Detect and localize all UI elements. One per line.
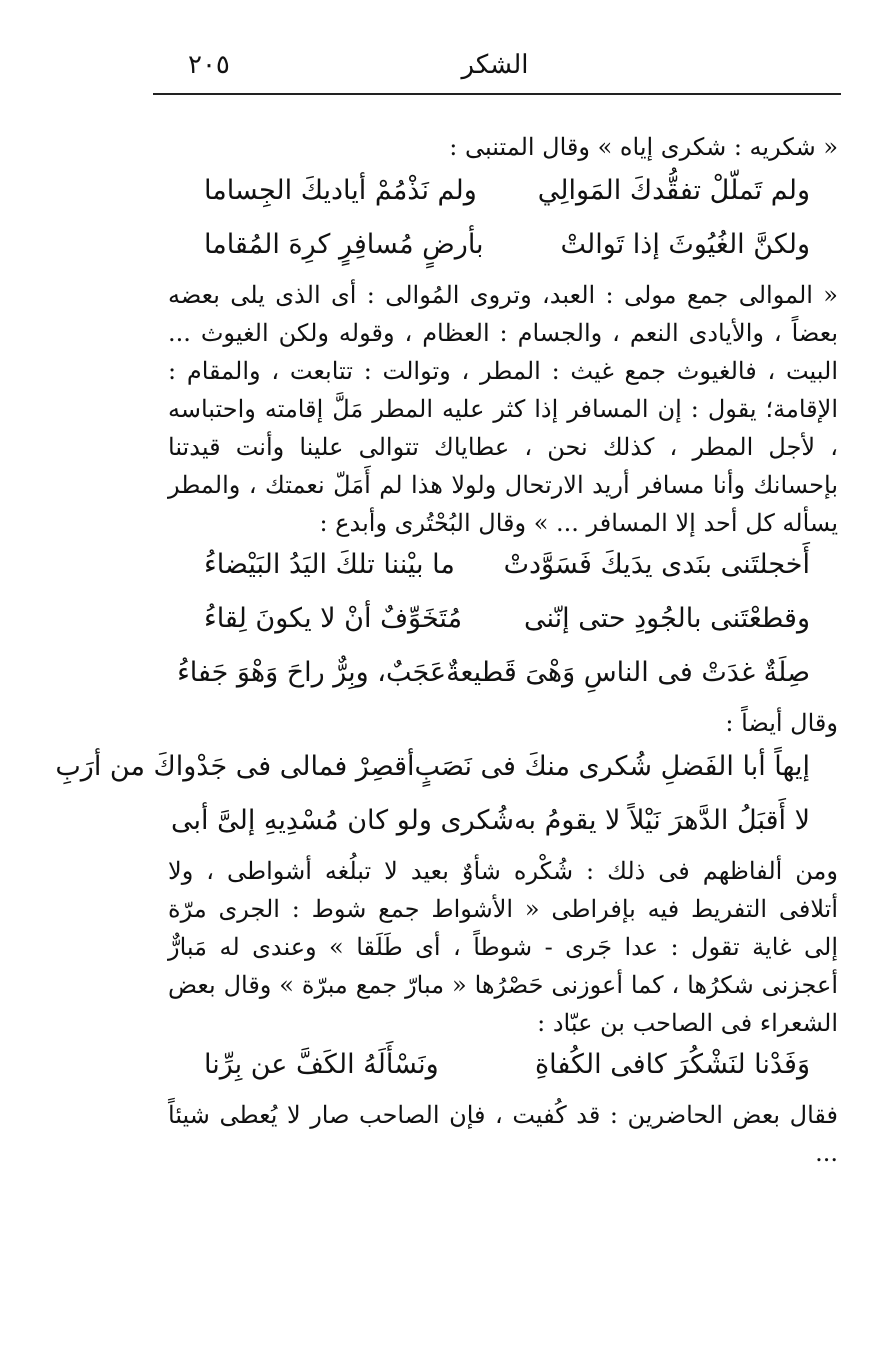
verse-first-hemistich: وقطعْتَنى بالجُودِ حتى إنّنى bbox=[523, 603, 810, 634]
verse-line bbox=[150, 542, 850, 596]
header-rule bbox=[153, 93, 841, 95]
verse-first-hemistich: لا أَقبَلُ الدَّهرَ نَيْلاً لا يقومُ به bbox=[514, 805, 810, 836]
verse-first-hemistich: ولم تَملّلْ تفقُّدكَ المَوالِي bbox=[537, 175, 810, 206]
verse-second-hemistich: ما بيْننا تلكَ اليَدُ البَيْضاءُ bbox=[204, 549, 455, 580]
verse-first-hemistich: إيهاً أبا الفَضلِ شُكرى منكَ فى نَصَبٍ bbox=[414, 751, 810, 782]
verse-second-hemistich: مُتَخَوِّفٌ أنْ لا يكونَ لِقاءُ bbox=[204, 603, 463, 634]
verse-first-hemistich: وَفَدْنا لنَشْكُرَ كافى الكُفاةِ bbox=[534, 1049, 810, 1080]
running-head bbox=[150, 48, 840, 88]
prose-intro: « شكريه : شكرى إياه » وقال المتنبى : bbox=[449, 133, 838, 161]
page-number: ٢٠٥ bbox=[188, 50, 230, 80]
running-title: الشكر bbox=[461, 50, 529, 80]
verse-first-hemistich: أَخجلتَنى بنَدى يدَيكَ فَسَوَّدتْ bbox=[503, 549, 810, 580]
verse-line bbox=[150, 798, 850, 852]
prose-transition: وقال أيضاً : bbox=[725, 709, 838, 737]
verse-line bbox=[150, 1042, 850, 1096]
verse-first-hemistich: صِلَةٌ غدَتْ فى الناسِ وَهْىَ قَطيعةٌ bbox=[446, 657, 810, 688]
verse-line bbox=[150, 596, 850, 650]
prose-closing: فقال بعض الحاضرين : قد كُفيت ، فإن الصاحب صار لا يُعطى شيئاً ... bbox=[168, 1101, 838, 1167]
verse-line bbox=[150, 650, 850, 704]
prose-expressions: ومن ألفاظهم فى ذلك : شُكْره شأوٌ بعيد لا تبلُغه أشواطى ، ولا أتلافى التفريط فيه بإفراطى « الأشواط جمع شوط : الجرى مرّة إلى غاية تقول : عدا جَرى - شوطاً ، أى طَلَقا » وعندى له مَبارٌّ أعجزنى شكرُها ، كما أعوزنى حَصْرُها « مبارّ جمع مبرّة » وقال بعض الشعراء فى الصاحب بن عبّاد : bbox=[168, 857, 838, 1037]
verse-line bbox=[150, 168, 850, 222]
verse-second-hemistich: ونَسْأَلَهُ الكَفَّ عن بِرِّنا bbox=[204, 1049, 439, 1080]
prose-commentary: « الموالى جمع مولى : العبد، وتروى المُوالى : أى الذى يلى بعضه بعضاً ، والأيادى النعم ، والجسام : العظام ، وقوله ولكن الغيوث ... البيت ، فالغيوث جمع غيث : المطر ، وتوالت : تتابعت ، والمقام : الإقامة؛ يقول : إن المسافر إذا كثر عليه المطر مَلَّ إقامته واحتباسه ، لأجل المطر ، كذلك نحن ، عطاياك تتوالى علينا وأنت قيدتنا بإحسانك وأنا مسافر أريد الارتحال ولولا هذا لم أَمَلّ نعمتك ، والمطر يسأله كل أحد إلا المسافر ... » وقال البُحْتُرى وأبدع : bbox=[168, 281, 838, 537]
verse-second-hemistich: ولم نَذْمُمْ أياديكَ الجِساما bbox=[204, 175, 477, 206]
verse-first-hemistich: ولكنَّ الغُيُوثَ إذا تَوالتْ bbox=[560, 229, 810, 260]
verse-second-hemistich: بأرضٍ مُسافِرٍ كرِهَ المُقاما bbox=[204, 229, 484, 260]
page-body bbox=[55, 128, 850, 1172]
verse-line bbox=[55, 744, 850, 798]
verse-line bbox=[150, 222, 850, 276]
verse-second-hemistich: أقصِرْ فمالى فى جَدْواكَ من أرَبِ bbox=[55, 751, 415, 782]
verse-second-hemistich: شُكرى ولو كان مُسْدِيهِ إلىَّ أبى bbox=[170, 805, 515, 836]
verse-second-hemistich: عَجَبٌ، وبِرٌّ راحَ وَهْوَ جَفاءُ bbox=[177, 657, 447, 688]
